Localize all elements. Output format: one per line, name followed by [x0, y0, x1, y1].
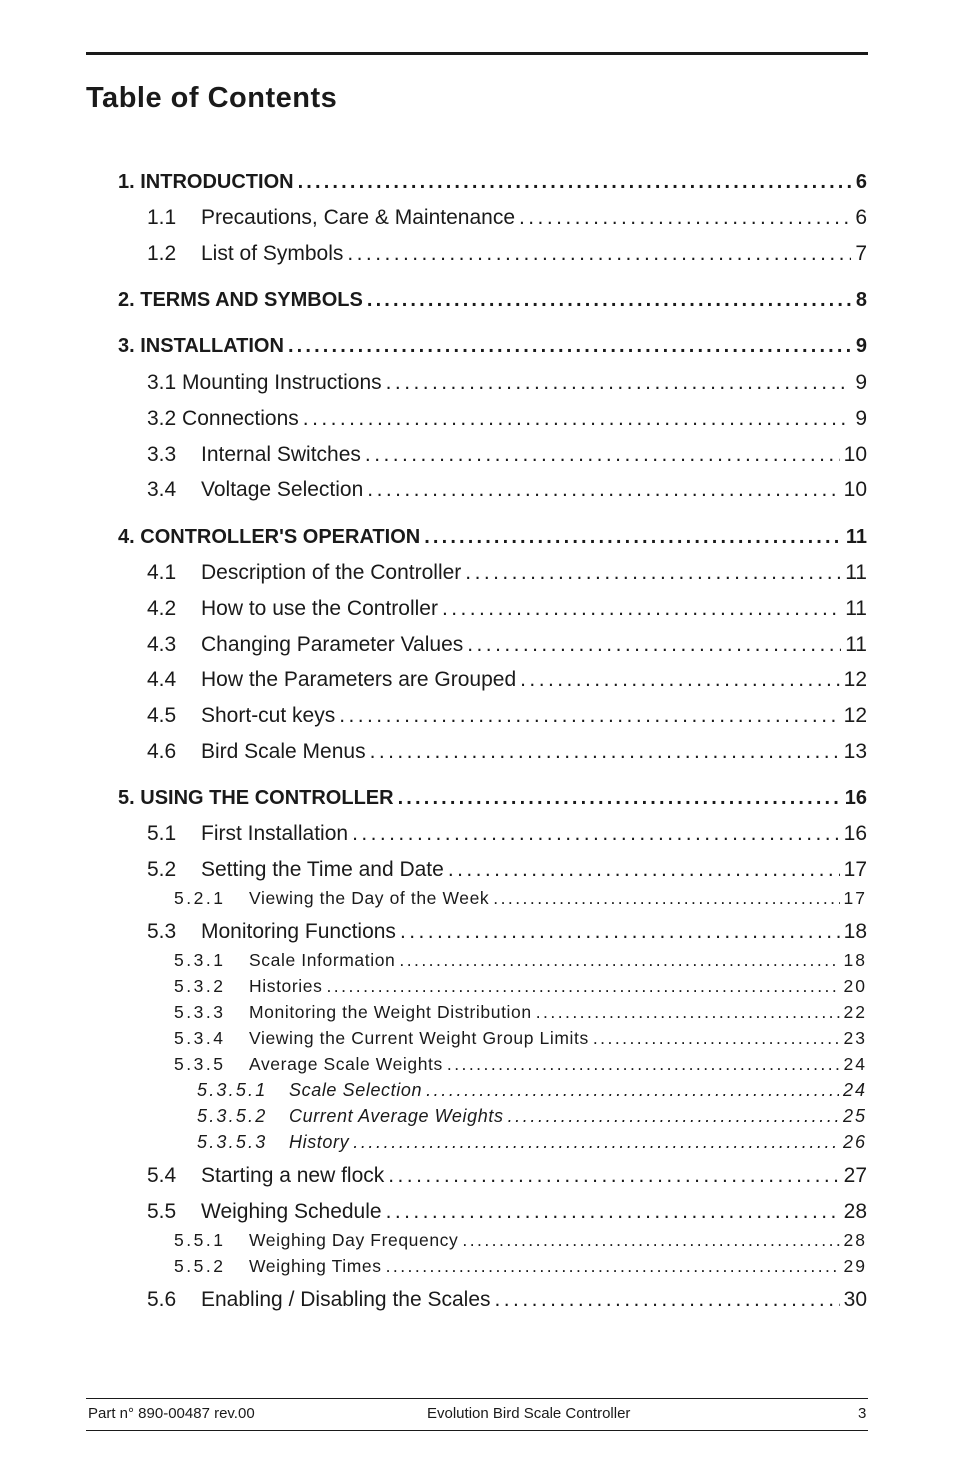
toc-entry[interactable] — [118, 787, 867, 810]
toc-entry[interactable] — [147, 478, 867, 502]
toc-page: 29 — [843, 1256, 867, 1276]
footer-part-number: Part n° 890-00487 rev.00 — [88, 1405, 255, 1422]
toc-entry[interactable] — [197, 1132, 867, 1153]
toc-number: 5.3.5 — [174, 1054, 226, 1074]
toc-page: 20 — [843, 976, 867, 996]
toc-number: 1. — [118, 171, 135, 193]
toc-title: Scale Selection — [289, 1080, 423, 1100]
toc-page: 16 — [843, 822, 867, 845]
toc-entry[interactable] — [174, 1230, 867, 1251]
toc-title: USING THE CONTROLLER — [140, 787, 394, 809]
toc-title: Starting a new flock — [201, 1164, 385, 1187]
toc-title: Scale Information — [249, 950, 396, 970]
toc-page: 12 — [843, 668, 867, 691]
toc-title: Weighing Day Frequency — [249, 1230, 459, 1250]
toc-number: 5.2 — [147, 858, 177, 881]
dot-leader — [400, 920, 840, 944]
toc-page: 25 — [842, 1106, 867, 1126]
toc-number: 5.3.3 — [174, 1002, 226, 1022]
toc-entry[interactable] — [147, 858, 867, 882]
toc-title: Viewing the Current Weight Group Limits — [249, 1028, 589, 1048]
toc-title: Changing Parameter Values — [201, 633, 464, 656]
dot-leader — [388, 1164, 839, 1188]
toc-entry[interactable] — [174, 1256, 867, 1277]
toc-number: 4.3 — [147, 633, 177, 656]
toc-title: Short-cut keys — [201, 704, 336, 727]
toc-entry[interactable] — [174, 976, 867, 997]
toc-entry[interactable] — [174, 1028, 867, 1049]
toc-title: Monitoring Functions — [201, 920, 396, 943]
toc-page: 17 — [843, 858, 867, 881]
toc-title: Enabling / Disabling the Scales — [201, 1288, 491, 1311]
toc-number: 5.5.2 — [174, 1256, 226, 1276]
toc-number: 5.6 — [147, 1288, 177, 1311]
toc-entry[interactable] — [147, 740, 867, 764]
dot-leader — [442, 597, 841, 621]
toc-number: 3.1 — [147, 371, 177, 394]
dot-leader — [493, 888, 839, 909]
dot-leader — [424, 526, 842, 549]
footer-page-number: 3 — [858, 1405, 867, 1422]
toc-page: 11 — [845, 561, 867, 584]
toc-number: 4.1 — [147, 561, 177, 584]
toc-page: 28 — [843, 1200, 867, 1223]
toc-title: INSTALLATION — [140, 335, 284, 357]
toc-entry[interactable] — [147, 561, 867, 585]
toc-page: 27 — [843, 1164, 867, 1187]
toc-entry[interactable] — [174, 1002, 867, 1023]
toc-number: 4.5 — [147, 704, 177, 727]
toc-entry[interactable] — [174, 1054, 867, 1075]
footer-rule-top — [86, 1398, 868, 1399]
toc-page: 9 — [855, 371, 867, 394]
dot-leader — [367, 478, 839, 502]
toc-number: 3.3 — [147, 443, 177, 466]
toc-entry[interactable] — [147, 822, 867, 846]
dot-leader — [367, 289, 852, 312]
dot-leader — [339, 704, 839, 728]
toc-page: 30 — [843, 1288, 867, 1311]
toc-title: Histories — [249, 976, 323, 996]
dot-leader — [593, 1028, 840, 1049]
toc-page: 28 — [843, 1230, 867, 1250]
dot-leader — [465, 561, 841, 585]
toc-title: First Installation — [201, 822, 349, 845]
toc-title: How to use the Controller — [201, 597, 438, 620]
toc-page: 23 — [843, 1028, 867, 1048]
toc-number: 4. — [118, 526, 135, 548]
dot-leader — [448, 858, 840, 882]
toc-number: 5.3.5.2 — [197, 1106, 268, 1126]
dot-leader — [386, 1200, 840, 1224]
toc-entry[interactable] — [118, 526, 867, 549]
toc-page: 17 — [843, 888, 867, 908]
toc-entry[interactable] — [147, 597, 867, 621]
toc-number: 5.3 — [147, 920, 177, 943]
dot-leader — [520, 668, 839, 692]
toc-title: How the Parameters are Grouped — [201, 668, 517, 691]
dot-leader — [386, 1256, 840, 1277]
toc-entry[interactable] — [147, 633, 867, 657]
toc-number: 2. — [118, 289, 135, 311]
toc-page: 9 — [855, 335, 867, 357]
toc-number: 4.4 — [147, 668, 177, 691]
toc-page: 6 — [855, 206, 867, 229]
toc-title: Description of the Controller — [201, 561, 462, 584]
toc-page: 11 — [845, 633, 867, 656]
footer-rule-bottom — [86, 1430, 868, 1431]
toc-number: 5.3.5.3 — [197, 1132, 268, 1152]
toc-title: Monitoring the Weight Distribution — [249, 1002, 532, 1022]
toc-number: 3.2 — [147, 407, 177, 430]
toc-title: Average Scale Weights — [249, 1054, 443, 1074]
toc-page: 6 — [855, 171, 867, 193]
toc-title: Precautions, Care & Maintenance — [201, 206, 516, 229]
toc-title: INTRODUCTION — [140, 171, 294, 193]
toc-title: History — [289, 1132, 350, 1152]
dot-leader — [347, 242, 851, 266]
toc-page: 18 — [843, 920, 867, 943]
dot-leader — [298, 171, 852, 194]
toc-number: 5.5 — [147, 1200, 177, 1223]
dot-leader — [462, 1230, 839, 1251]
toc-number: 1.1 — [147, 206, 177, 229]
toc-page: 12 — [843, 704, 867, 727]
toc-number: 3.4 — [147, 478, 177, 501]
toc-page: 8 — [855, 289, 867, 311]
toc-entry[interactable] — [147, 920, 867, 944]
toc-entry[interactable] — [118, 171, 867, 194]
toc-number: 5. — [118, 787, 135, 809]
toc-entry[interactable] — [174, 950, 867, 971]
toc-title: CONTROLLER'S OPERATION — [140, 526, 421, 548]
toc-title: Connections — [182, 407, 299, 430]
toc-page: 18 — [843, 950, 867, 970]
toc-entry[interactable] — [197, 1080, 867, 1101]
toc-number: 5.3.5.1 — [197, 1080, 268, 1100]
dot-leader — [386, 371, 852, 395]
toc-page: 26 — [842, 1132, 867, 1152]
toc-page: 11 — [845, 597, 867, 620]
toc-number: 5.4 — [147, 1164, 177, 1187]
dot-leader — [303, 407, 852, 431]
toc-number: 1.2 — [147, 242, 177, 265]
dot-leader — [399, 950, 839, 971]
toc-page: 22 — [843, 1002, 867, 1022]
toc-entry[interactable] — [147, 1288, 867, 1312]
toc-title: Setting the Time and Date — [201, 858, 444, 881]
toc-title: Internal Switches — [201, 443, 361, 466]
toc-page: 16 — [844, 787, 867, 809]
toc-title: Bird Scale Menus — [201, 740, 366, 763]
dot-leader — [519, 206, 851, 230]
toc-entry[interactable] — [147, 206, 867, 230]
toc-number: 3. — [118, 335, 135, 357]
dot-leader — [398, 787, 841, 810]
toc-entry[interactable] — [147, 407, 867, 431]
toc-entry[interactable] — [118, 289, 867, 312]
toc-entry[interactable] — [147, 668, 867, 692]
dot-leader — [326, 976, 839, 997]
toc-number: 5.3.1 — [174, 950, 226, 970]
toc-entry[interactable] — [147, 1164, 867, 1188]
dot-leader — [426, 1080, 839, 1101]
toc-entry[interactable] — [147, 443, 867, 467]
toc-page: 24 — [843, 1054, 867, 1074]
toc-entry[interactable] — [147, 371, 867, 395]
dot-leader — [288, 335, 852, 358]
toc-page: 10 — [843, 478, 867, 501]
dot-leader — [353, 1132, 839, 1153]
dot-leader — [370, 740, 840, 764]
toc-page: 9 — [855, 407, 867, 430]
toc-number: 5.3.2 — [174, 976, 226, 996]
dot-leader — [352, 822, 840, 846]
dot-leader — [508, 1106, 839, 1127]
toc-entry[interactable] — [197, 1106, 867, 1127]
toc-title: Viewing the Day of the Week — [249, 888, 490, 908]
toc-page: 10 — [843, 443, 867, 466]
toc-title: Mounting Instructions — [182, 371, 382, 394]
toc-title: TERMS AND SYMBOLS — [140, 289, 363, 311]
toc-entry[interactable] — [118, 335, 867, 358]
toc-number: 5.5.1 — [174, 1230, 226, 1250]
dot-leader — [467, 633, 841, 657]
page-title: Table of Contents — [86, 82, 338, 114]
toc-number: 4.6 — [147, 740, 177, 763]
toc-entry[interactable] — [147, 1200, 867, 1224]
footer-product-name: Evolution Bird Scale Controller — [427, 1405, 631, 1422]
toc-entry[interactable] — [174, 888, 867, 909]
toc-page: 11 — [845, 526, 867, 548]
toc-page: 24 — [842, 1080, 867, 1100]
dot-leader — [536, 1002, 840, 1023]
toc-title: List of Symbols — [201, 242, 344, 265]
dot-leader — [365, 443, 840, 467]
toc-entry[interactable] — [147, 242, 867, 266]
toc-title: Current Average Weights — [289, 1106, 504, 1126]
toc-page: 13 — [843, 740, 867, 763]
toc-number: 4.2 — [147, 597, 177, 620]
dot-leader — [495, 1288, 840, 1312]
toc-title: Weighing Times — [249, 1256, 382, 1276]
toc-title: Weighing Schedule — [201, 1200, 382, 1223]
toc-page: 7 — [855, 242, 867, 265]
dot-leader — [447, 1054, 840, 1075]
toc-title: Voltage Selection — [201, 478, 364, 501]
toc-number: 5.1 — [147, 822, 177, 845]
toc-entry[interactable] — [147, 704, 867, 728]
toc-number: 5.2.1 — [174, 888, 226, 908]
toc-number: 5.3.4 — [174, 1028, 226, 1048]
